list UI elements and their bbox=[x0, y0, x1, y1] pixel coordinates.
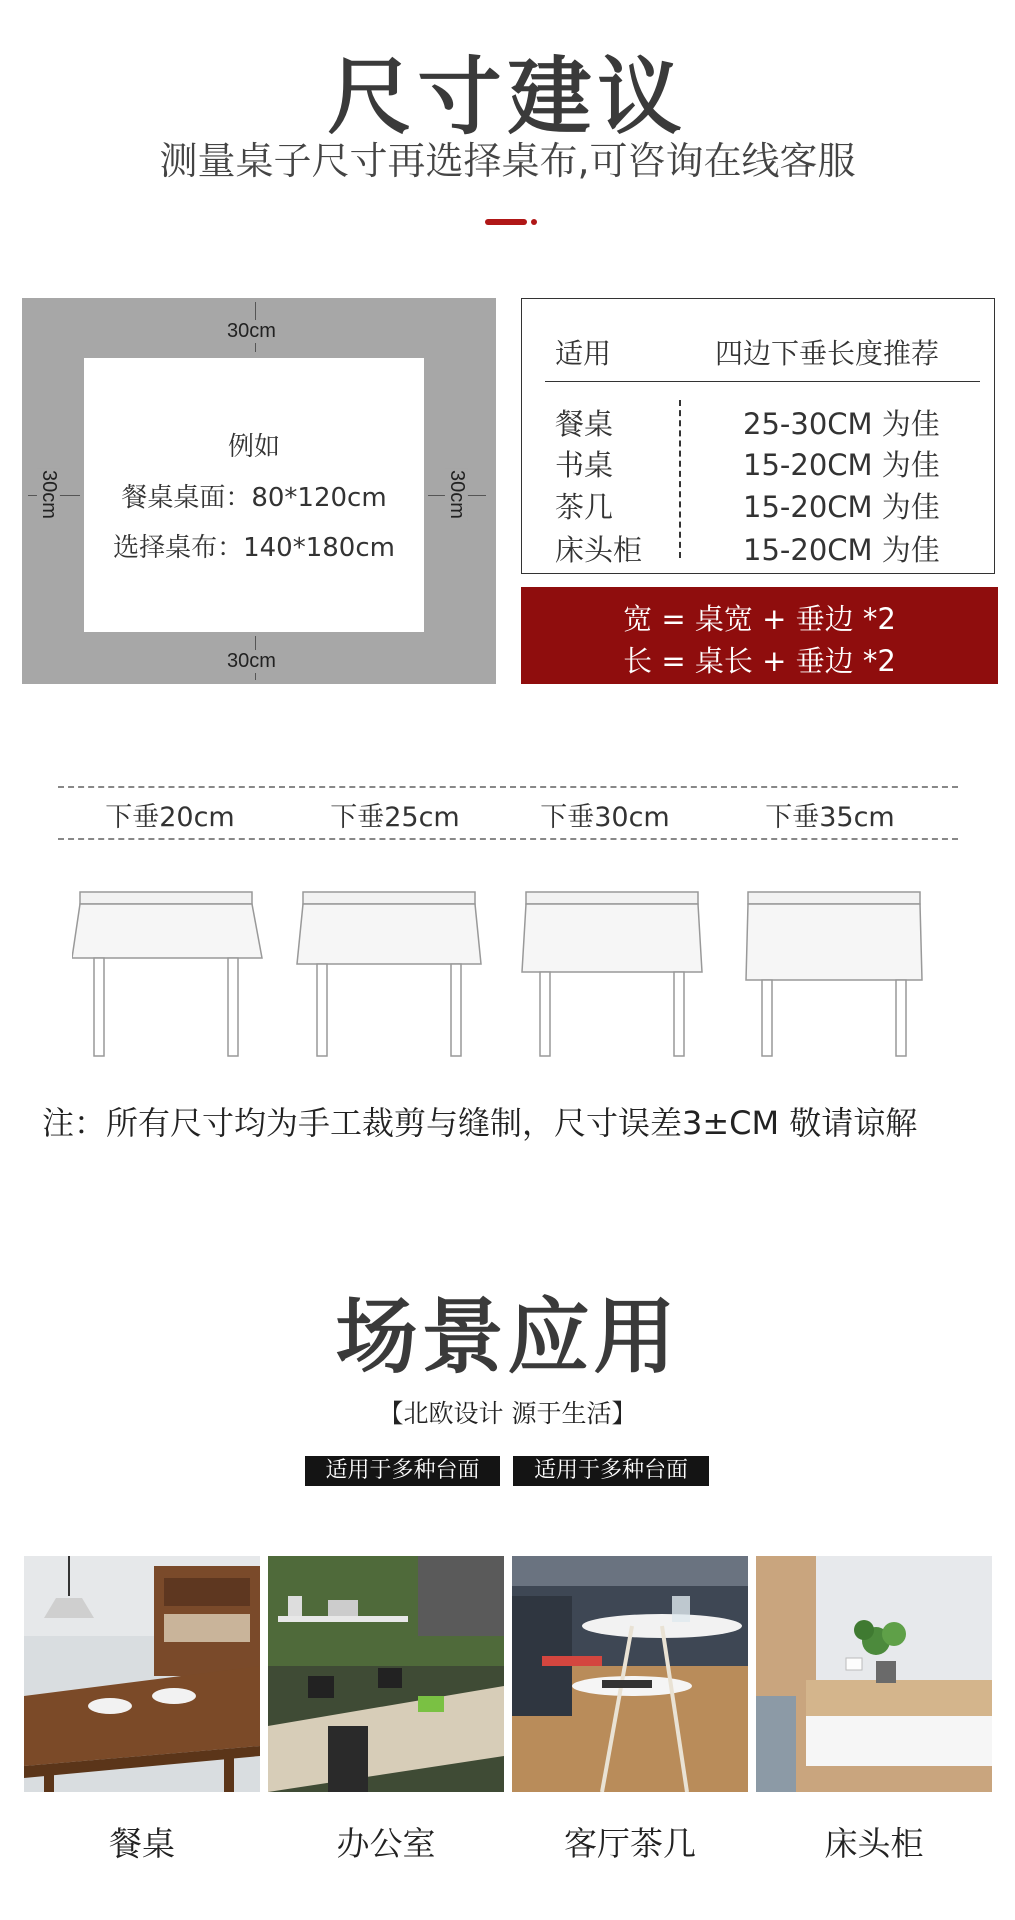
example-cloth-size: 选择桌布：140*180cm bbox=[113, 533, 395, 563]
dining-table-photo bbox=[24, 1556, 260, 1792]
table-drop-25-illustration bbox=[295, 890, 495, 1058]
table-drop-30-illustration bbox=[518, 890, 718, 1058]
table-column-divider bbox=[679, 400, 681, 558]
drop-label: 下垂20cm bbox=[105, 802, 235, 833]
office-photo bbox=[268, 1556, 504, 1792]
example-heading: 例如 bbox=[227, 432, 280, 462]
badge: 适用于多种台面 bbox=[513, 1456, 709, 1486]
drop-label: 下垂25cm bbox=[330, 802, 460, 833]
scene-subtitle: 【北欧设计 源于生活】 bbox=[378, 1399, 637, 1428]
table-row-value: 25-30CM 为佳 bbox=[743, 407, 940, 441]
scene-label-coffee-table: 客厅茶几 bbox=[564, 1824, 696, 1863]
table-header-usage: 适用 bbox=[555, 337, 612, 370]
table-header-drop: 四边下垂长度推荐 bbox=[715, 337, 940, 370]
living-room-coffee-table-photo bbox=[512, 1556, 748, 1792]
badge: 适用于多种台面 bbox=[305, 1456, 500, 1486]
scene-label-dining-table: 餐桌 bbox=[109, 1824, 175, 1863]
scene-label-office: 办公室 bbox=[336, 1824, 436, 1863]
table-row-name: 茶几 bbox=[555, 490, 614, 524]
margin-right-label: 30cm bbox=[445, 470, 468, 519]
page-subtitle: 测量桌子尺寸再选择桌布,可咨询在线客服 bbox=[159, 139, 856, 183]
margin-left-label: 30cm bbox=[37, 470, 60, 519]
dashed-divider-bottom bbox=[58, 838, 958, 840]
table-row-value: 15-20CM 为佳 bbox=[743, 533, 940, 567]
table-drop-35-illustration bbox=[740, 890, 940, 1058]
margin-bottom-label: 30cm bbox=[227, 650, 276, 672]
page-title: 尺寸建议 bbox=[327, 48, 688, 146]
table-header-divider bbox=[545, 381, 980, 382]
scene-title: 场景应用 bbox=[335, 1290, 680, 1385]
drop-label: 下垂35cm bbox=[765, 802, 895, 833]
drop-label: 下垂30cm bbox=[540, 802, 670, 833]
formula-width: 宽 = 桌宽 + 垂边 *2 bbox=[623, 602, 896, 636]
size-formula-box bbox=[521, 587, 998, 684]
margin-top-label: 30cm bbox=[227, 320, 276, 342]
table-row-name: 书桌 bbox=[555, 448, 614, 482]
table-row-name: 餐桌 bbox=[555, 407, 614, 441]
table-drop-20-illustration bbox=[72, 890, 272, 1058]
dashed-divider-top bbox=[58, 786, 958, 788]
formula-length: 长 = 桌长 + 垂边 *2 bbox=[623, 644, 896, 678]
example-tabletop-size: 餐桌桌面：80*120cm bbox=[121, 483, 387, 513]
bedside-cabinet-photo bbox=[756, 1556, 992, 1792]
table-row-value: 15-20CM 为佳 bbox=[743, 448, 940, 482]
table-row-name: 床头柜 bbox=[555, 533, 643, 567]
table-row-value: 15-20CM 为佳 bbox=[743, 490, 940, 524]
accent-dot bbox=[531, 219, 537, 225]
scene-label-bedside-cabinet: 床头柜 bbox=[824, 1824, 924, 1863]
size-tolerance-note: 注：所有尺寸均为手工裁剪与缝制，尺寸误差3±CM 敬请谅解 bbox=[42, 1104, 918, 1142]
accent-bar bbox=[485, 219, 527, 225]
